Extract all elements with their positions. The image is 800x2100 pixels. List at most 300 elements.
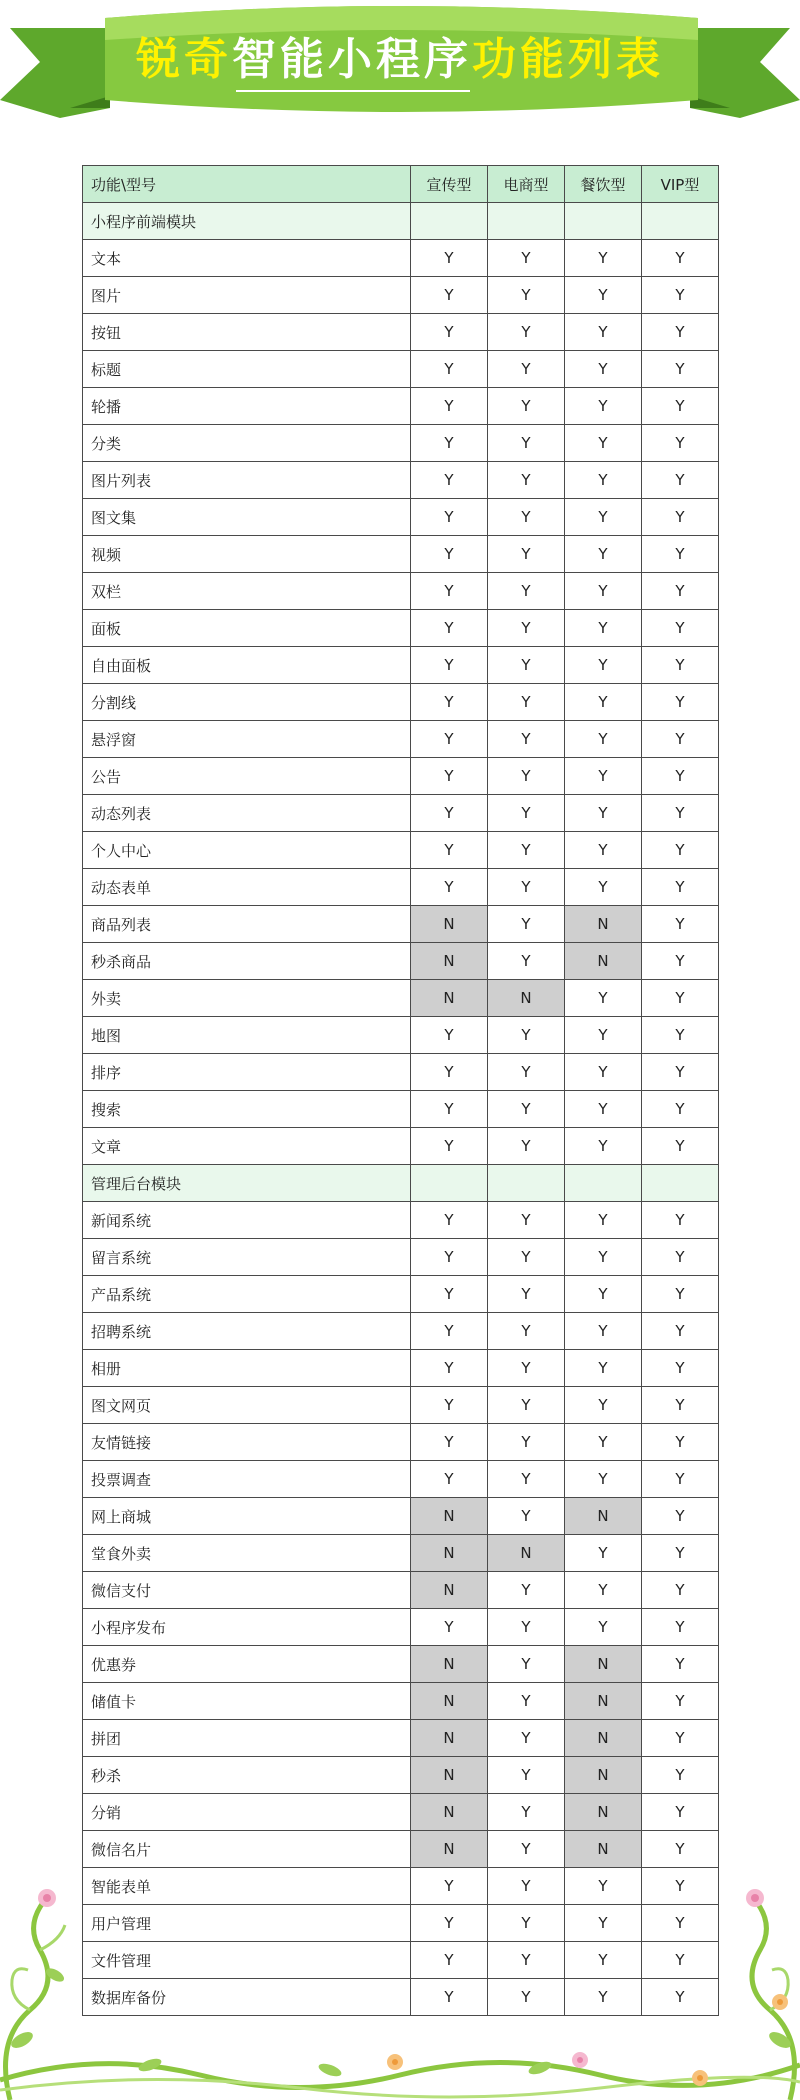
table-row [83, 980, 719, 1017]
support-value-cell: Y [411, 795, 488, 832]
support-value-cell: Y [488, 1091, 565, 1128]
support-value-cell: Y [642, 573, 719, 610]
support-value-cell: Y [411, 425, 488, 462]
feature-name-cell: 个人中心 [83, 832, 411, 869]
table-row [83, 1720, 719, 1757]
title-part-1: 锐奇 [136, 34, 232, 85]
support-value-cell: Y [488, 832, 565, 869]
support-value-cell: N [411, 980, 488, 1017]
support-value-cell: N [565, 943, 642, 980]
support-value-cell: Y [411, 1091, 488, 1128]
section-title: 管理后台模块 [83, 1165, 411, 1202]
support-value-cell: Y [488, 758, 565, 795]
support-value-cell: N [565, 1831, 642, 1868]
support-value-cell: Y [642, 277, 719, 314]
section-empty-cell [565, 203, 642, 240]
support-value-cell: Y [565, 1905, 642, 1942]
feature-name-cell: 投票调查 [83, 1461, 411, 1498]
support-value-cell: Y [642, 1350, 719, 1387]
support-value-cell: Y [565, 499, 642, 536]
title-part-4: 功能列表 [472, 34, 664, 85]
support-value-cell: Y [565, 462, 642, 499]
support-value-cell: N [565, 1757, 642, 1794]
support-value-cell: Y [488, 388, 565, 425]
support-value-cell: N [488, 980, 565, 1017]
support-value-cell: Y [642, 240, 719, 277]
table-body [83, 203, 719, 2016]
section-empty-cell [411, 1165, 488, 1202]
support-value-cell: Y [565, 832, 642, 869]
support-value-cell: Y [411, 758, 488, 795]
feature-name-cell: 堂食外卖 [83, 1535, 411, 1572]
support-value-cell: N [411, 1535, 488, 1572]
support-value-cell: Y [488, 425, 565, 462]
support-value-cell: Y [642, 1054, 719, 1091]
support-value-cell: Y [642, 795, 719, 832]
table-row [83, 758, 719, 795]
header-vip-type: VIP型 [642, 166, 719, 203]
header-promo-type: 宣传型 [411, 166, 488, 203]
support-value-cell: Y [642, 1572, 719, 1609]
support-value-cell: Y [411, 1424, 488, 1461]
feature-name-cell: 新闻系统 [83, 1202, 411, 1239]
support-value-cell: N [565, 1498, 642, 1535]
table-row [83, 1572, 719, 1609]
support-value-cell: Y [565, 1276, 642, 1313]
support-value-cell: Y [565, 314, 642, 351]
table-row [83, 1498, 719, 1535]
support-value-cell: Y [642, 1387, 719, 1424]
support-value-cell: Y [411, 1276, 488, 1313]
support-value-cell: Y [565, 1572, 642, 1609]
table-row [83, 1054, 719, 1091]
table-row [83, 1017, 719, 1054]
support-value-cell: Y [642, 1794, 719, 1831]
table-row [83, 1979, 719, 2016]
support-value-cell: N [565, 1683, 642, 1720]
support-value-cell: Y [642, 980, 719, 1017]
support-value-cell: Y [411, 1239, 488, 1276]
support-value-cell: N [411, 1498, 488, 1535]
support-value-cell: Y [642, 647, 719, 684]
support-value-cell: Y [565, 795, 642, 832]
support-value-cell: Y [642, 499, 719, 536]
support-value-cell: Y [488, 1683, 565, 1720]
feature-name-cell: 搜索 [83, 1091, 411, 1128]
support-value-cell: Y [488, 1498, 565, 1535]
table-row [83, 684, 719, 721]
support-value-cell: Y [565, 1054, 642, 1091]
feature-name-cell: 微信支付 [83, 1572, 411, 1609]
table-row [83, 425, 719, 462]
support-value-cell: Y [642, 1905, 719, 1942]
feature-name-cell: 悬浮窗 [83, 721, 411, 758]
support-value-cell: Y [488, 1720, 565, 1757]
support-value-cell: N [411, 943, 488, 980]
support-value-cell: Y [642, 1720, 719, 1757]
support-value-cell: Y [411, 314, 488, 351]
support-value-cell: Y [642, 1942, 719, 1979]
header-feature-model: 功能\型号 [83, 166, 411, 203]
table-row [83, 1276, 719, 1313]
support-value-cell: Y [411, 1017, 488, 1054]
support-value-cell: Y [642, 906, 719, 943]
support-value-cell: Y [411, 351, 488, 388]
table-row [83, 1239, 719, 1276]
section-empty-cell [642, 1165, 719, 1202]
support-value-cell: Y [642, 1646, 719, 1683]
feature-name-cell: 文件管理 [83, 1942, 411, 1979]
support-value-cell: Y [565, 536, 642, 573]
support-value-cell: Y [488, 1202, 565, 1239]
support-value-cell: Y [488, 1979, 565, 2016]
feature-name-cell: 排序 [83, 1054, 411, 1091]
support-value-cell: Y [642, 1276, 719, 1313]
support-value-cell: Y [565, 1017, 642, 1054]
support-value-cell: Y [488, 647, 565, 684]
table-row [83, 1794, 719, 1831]
feature-name-cell: 图片 [83, 277, 411, 314]
feature-table-container [82, 165, 719, 2016]
support-value-cell: Y [488, 1794, 565, 1831]
support-value-cell: Y [488, 1942, 565, 1979]
support-value-cell: Y [411, 1979, 488, 2016]
support-value-cell: Y [411, 1202, 488, 1239]
feature-name-cell: 小程序发布 [83, 1609, 411, 1646]
support-value-cell: N [488, 1535, 565, 1572]
support-value-cell: Y [642, 610, 719, 647]
feature-name-cell: 储值卡 [83, 1683, 411, 1720]
table-row [83, 240, 719, 277]
support-value-cell: Y [642, 943, 719, 980]
support-value-cell: N [411, 1831, 488, 1868]
support-value-cell: Y [488, 721, 565, 758]
header-catering-type: 餐饮型 [565, 166, 642, 203]
support-value-cell: Y [642, 462, 719, 499]
feature-name-cell: 动态表单 [83, 869, 411, 906]
support-value-cell: Y [565, 1387, 642, 1424]
table-row [83, 1461, 719, 1498]
support-value-cell: Y [565, 758, 642, 795]
support-value-cell: Y [488, 1017, 565, 1054]
support-value-cell: Y [565, 869, 642, 906]
table-row [83, 1350, 719, 1387]
support-value-cell: Y [411, 536, 488, 573]
feature-name-cell: 优惠券 [83, 1646, 411, 1683]
table-row [83, 906, 719, 943]
support-value-cell: N [411, 906, 488, 943]
support-value-cell: Y [411, 1609, 488, 1646]
support-value-cell: Y [565, 1942, 642, 1979]
feature-name-cell: 文章 [83, 1128, 411, 1165]
support-value-cell: Y [642, 1461, 719, 1498]
feature-name-cell: 数据库备份 [83, 1979, 411, 2016]
support-value-cell: Y [411, 1128, 488, 1165]
support-value-cell: Y [411, 610, 488, 647]
table-row [83, 536, 719, 573]
table-row [83, 1646, 719, 1683]
feature-name-cell: 文本 [83, 240, 411, 277]
feature-name-cell: 视频 [83, 536, 411, 573]
table-row [83, 1313, 719, 1350]
feature-name-cell: 相册 [83, 1350, 411, 1387]
feature-name-cell: 产品系统 [83, 1276, 411, 1313]
section-header-row [83, 203, 719, 240]
support-value-cell: Y [642, 425, 719, 462]
support-value-cell: Y [642, 1313, 719, 1350]
support-value-cell: Y [488, 277, 565, 314]
table-row [83, 647, 719, 684]
support-value-cell: Y [488, 1054, 565, 1091]
support-value-cell: Y [642, 758, 719, 795]
support-value-cell: Y [565, 684, 642, 721]
vine-decoration-bottom [0, 2020, 800, 2100]
support-value-cell: Y [411, 721, 488, 758]
support-value-cell: Y [565, 1202, 642, 1239]
table-header-row [83, 166, 719, 203]
support-value-cell: Y [488, 1831, 565, 1868]
support-value-cell: Y [488, 684, 565, 721]
support-value-cell: Y [642, 1128, 719, 1165]
support-value-cell: Y [411, 1942, 488, 1979]
support-value-cell: Y [565, 1128, 642, 1165]
support-value-cell: Y [642, 1979, 719, 2016]
table-row [83, 795, 719, 832]
feature-name-cell: 微信名片 [83, 1831, 411, 1868]
support-value-cell: Y [411, 499, 488, 536]
support-value-cell: Y [642, 1017, 719, 1054]
support-value-cell: Y [642, 536, 719, 573]
support-value-cell: Y [488, 462, 565, 499]
title-underline [236, 90, 470, 92]
table-row [83, 1868, 719, 1905]
support-value-cell: Y [488, 1572, 565, 1609]
section-header-row [83, 1165, 719, 1202]
feature-name-cell: 动态列表 [83, 795, 411, 832]
section-title: 小程序前端模块 [83, 203, 411, 240]
support-value-cell: Y [488, 1461, 565, 1498]
title-part-3: 小程序 [328, 34, 472, 85]
table-row [83, 388, 719, 425]
table-row [83, 1942, 719, 1979]
support-value-cell: Y [642, 314, 719, 351]
feature-name-cell: 外卖 [83, 980, 411, 1017]
support-value-cell: Y [565, 1424, 642, 1461]
support-value-cell: Y [642, 1609, 719, 1646]
support-value-cell: N [565, 1794, 642, 1831]
support-value-cell: Y [488, 240, 565, 277]
support-value-cell: Y [411, 388, 488, 425]
table-row [83, 277, 719, 314]
support-value-cell: Y [565, 425, 642, 462]
feature-name-cell: 友情链接 [83, 1424, 411, 1461]
support-value-cell: Y [411, 240, 488, 277]
support-value-cell: N [565, 1646, 642, 1683]
support-value-cell: Y [565, 240, 642, 277]
section-empty-cell [488, 203, 565, 240]
feature-name-cell: 网上商城 [83, 1498, 411, 1535]
support-value-cell: Y [642, 388, 719, 425]
support-value-cell: Y [642, 869, 719, 906]
support-value-cell: Y [642, 1239, 719, 1276]
support-value-cell: Y [642, 1202, 719, 1239]
support-value-cell: N [411, 1720, 488, 1757]
support-value-cell: Y [565, 1609, 642, 1646]
table-row [83, 721, 719, 758]
support-value-cell: Y [411, 1461, 488, 1498]
feature-name-cell: 秒杀 [83, 1757, 411, 1794]
table-row [83, 351, 719, 388]
feature-name-cell: 商品列表 [83, 906, 411, 943]
feature-name-cell: 双栏 [83, 573, 411, 610]
support-value-cell: Y [565, 1239, 642, 1276]
support-value-cell: N [565, 1720, 642, 1757]
feature-name-cell: 分割线 [83, 684, 411, 721]
support-value-cell: Y [565, 1313, 642, 1350]
support-value-cell: Y [642, 1757, 719, 1794]
support-value-cell: Y [565, 721, 642, 758]
support-value-cell: Y [642, 1498, 719, 1535]
support-value-cell: Y [642, 1831, 719, 1868]
support-value-cell: Y [565, 351, 642, 388]
support-value-cell: Y [642, 1868, 719, 1905]
support-value-cell: Y [642, 1424, 719, 1461]
table-row [83, 1424, 719, 1461]
table-row [83, 943, 719, 980]
feature-name-cell: 秒杀商品 [83, 943, 411, 980]
support-value-cell: Y [411, 1313, 488, 1350]
feature-name-cell: 用户管理 [83, 1905, 411, 1942]
table-row [83, 1683, 719, 1720]
feature-name-cell: 拼团 [83, 1720, 411, 1757]
table-row [83, 573, 719, 610]
support-value-cell: Y [488, 943, 565, 980]
feature-name-cell: 图片列表 [83, 462, 411, 499]
support-value-cell: Y [565, 1868, 642, 1905]
support-value-cell: Y [488, 1387, 565, 1424]
support-value-cell: Y [642, 1535, 719, 1572]
table-row [83, 499, 719, 536]
support-value-cell: N [411, 1683, 488, 1720]
support-value-cell: Y [411, 647, 488, 684]
feature-name-cell: 标题 [83, 351, 411, 388]
support-value-cell: Y [565, 1535, 642, 1572]
support-value-cell: Y [565, 610, 642, 647]
support-value-cell: Y [642, 684, 719, 721]
support-value-cell: Y [488, 1609, 565, 1646]
support-value-cell: Y [411, 573, 488, 610]
support-value-cell: Y [488, 573, 565, 610]
support-value-cell: N [411, 1794, 488, 1831]
feature-name-cell: 留言系统 [83, 1239, 411, 1276]
table-row [83, 1609, 719, 1646]
table-row [83, 1387, 719, 1424]
support-value-cell: Y [411, 1054, 488, 1091]
support-value-cell: Y [488, 906, 565, 943]
support-value-cell: Y [642, 721, 719, 758]
support-value-cell: Y [488, 869, 565, 906]
table-row [83, 1202, 719, 1239]
feature-name-cell: 面板 [83, 610, 411, 647]
support-value-cell: Y [488, 536, 565, 573]
title-part-2: 智能 [232, 34, 328, 85]
table-row [83, 462, 719, 499]
table-row [83, 1757, 719, 1794]
section-empty-cell [411, 203, 488, 240]
section-empty-cell [565, 1165, 642, 1202]
table-row [83, 832, 719, 869]
feature-name-cell: 智能表单 [83, 1868, 411, 1905]
table-row [83, 1831, 719, 1868]
support-value-cell: Y [565, 1350, 642, 1387]
feature-table [82, 165, 719, 2016]
page-title [0, 22, 800, 98]
feature-name-cell: 图文集 [83, 499, 411, 536]
support-value-cell: Y [565, 573, 642, 610]
support-value-cell: Y [411, 1387, 488, 1424]
support-value-cell: N [565, 906, 642, 943]
support-value-cell: Y [411, 277, 488, 314]
support-value-cell: Y [565, 1091, 642, 1128]
feature-name-cell: 图文网页 [83, 1387, 411, 1424]
support-value-cell: Y [488, 795, 565, 832]
support-value-cell: Y [565, 1979, 642, 2016]
support-value-cell: Y [565, 388, 642, 425]
support-value-cell: Y [642, 832, 719, 869]
support-value-cell: N [411, 1572, 488, 1609]
support-value-cell: Y [411, 684, 488, 721]
table-row [83, 1128, 719, 1165]
feature-name-cell: 公告 [83, 758, 411, 795]
support-value-cell: Y [488, 1239, 565, 1276]
support-value-cell: Y [411, 1868, 488, 1905]
header-ecommerce-type: 电商型 [488, 166, 565, 203]
table-row [83, 314, 719, 351]
support-value-cell: Y [488, 1128, 565, 1165]
support-value-cell: Y [488, 314, 565, 351]
support-value-cell: Y [642, 351, 719, 388]
table-row [83, 610, 719, 647]
support-value-cell: Y [488, 1868, 565, 1905]
support-value-cell: N [411, 1757, 488, 1794]
support-value-cell: Y [488, 1905, 565, 1942]
support-value-cell: Y [565, 980, 642, 1017]
support-value-cell: Y [488, 610, 565, 647]
support-value-cell: Y [411, 1350, 488, 1387]
table-row [83, 1535, 719, 1572]
support-value-cell: Y [565, 277, 642, 314]
support-value-cell: Y [488, 1757, 565, 1794]
support-value-cell: Y [642, 1091, 719, 1128]
support-value-cell: Y [488, 1350, 565, 1387]
support-value-cell: Y [488, 1276, 565, 1313]
support-value-cell: Y [565, 1461, 642, 1498]
feature-name-cell: 轮播 [83, 388, 411, 425]
support-value-cell: Y [411, 462, 488, 499]
support-value-cell: Y [411, 832, 488, 869]
feature-name-cell: 按钮 [83, 314, 411, 351]
support-value-cell: Y [411, 869, 488, 906]
support-value-cell: Y [642, 1683, 719, 1720]
feature-name-cell: 招聘系统 [83, 1313, 411, 1350]
feature-name-cell: 分类 [83, 425, 411, 462]
section-empty-cell [642, 203, 719, 240]
table-row [83, 869, 719, 906]
table-row [83, 1905, 719, 1942]
support-value-cell: Y [488, 499, 565, 536]
feature-name-cell: 自由面板 [83, 647, 411, 684]
support-value-cell: Y [488, 1424, 565, 1461]
